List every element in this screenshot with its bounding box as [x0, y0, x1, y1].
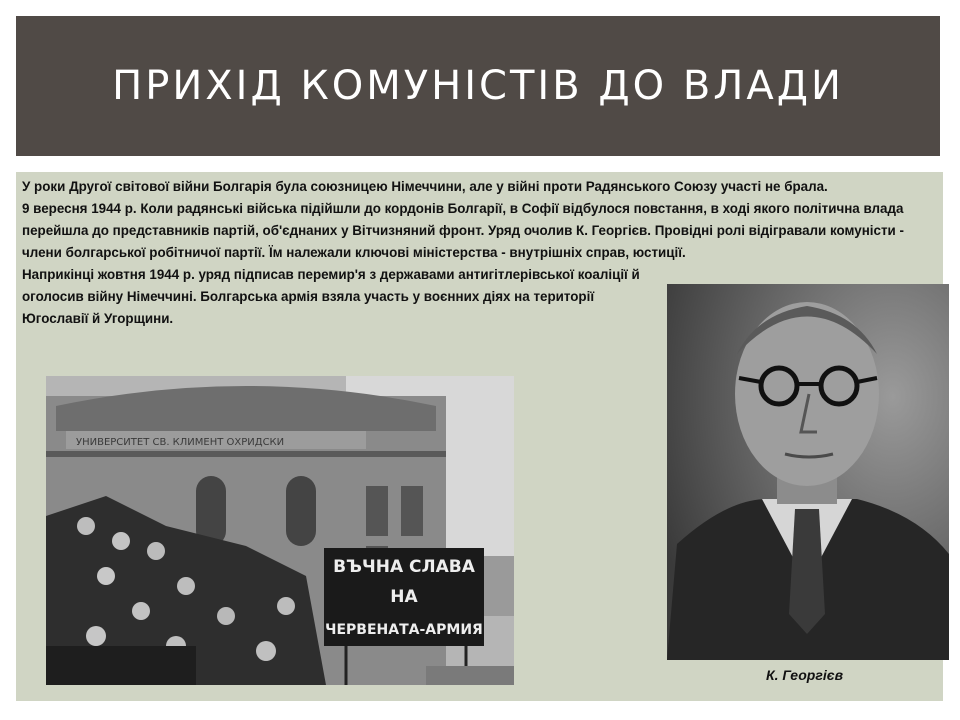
banner-line: НА	[390, 587, 418, 607]
portrait-illustration	[667, 284, 949, 660]
slide-title: ПРИХІД КОМУНІСТІВ ДО ВЛАДИ	[112, 63, 844, 109]
crowd-photo	[46, 376, 514, 685]
banner-line: ВЪЧНА СЛАВА	[333, 557, 475, 577]
title-bar	[16, 16, 940, 156]
content-panel	[16, 172, 943, 701]
portrait-photo	[667, 284, 949, 660]
paragraph: 9 вересня 1944 р. Коли радянські війська підійшли до кордонів Болгарії, в Софії відбулося повстання, в ході якого політична влада перейшла до представників партій, об'єднаних у Вітчизняний фронт. Уряд очолив К. Георгієв. Провідні ролі відігравали комуністи - члени болгарської робітничої партії. Їм належали ключові міністерства - внутрішніх справ, юстиції.	[22, 201, 904, 260]
building-inscription: УНИВЕРСИТЕТ СВ. КЛИМЕНТ ОХРИДСКИ	[76, 437, 285, 448]
paragraph: У роки Другої світової війни Болгарія була союзницею Німеччини, але у війні проти Радянського Союзу участі не брала.	[22, 179, 828, 194]
paragraph: Наприкінці жовтня 1944 р. уряд підписав перемир'я з державами антигітлерівської коаліції й оголосив війну Німеччині. Болгарська армія взяла участь у воєнних діях на території Югославії й Угорщини.	[22, 267, 640, 326]
crowd-photo-illustration	[46, 376, 514, 685]
portrait-caption: К. Георгієв	[766, 667, 844, 683]
banner-line: ЧЕРВЕНАТА-АРМИЯ	[325, 622, 483, 638]
